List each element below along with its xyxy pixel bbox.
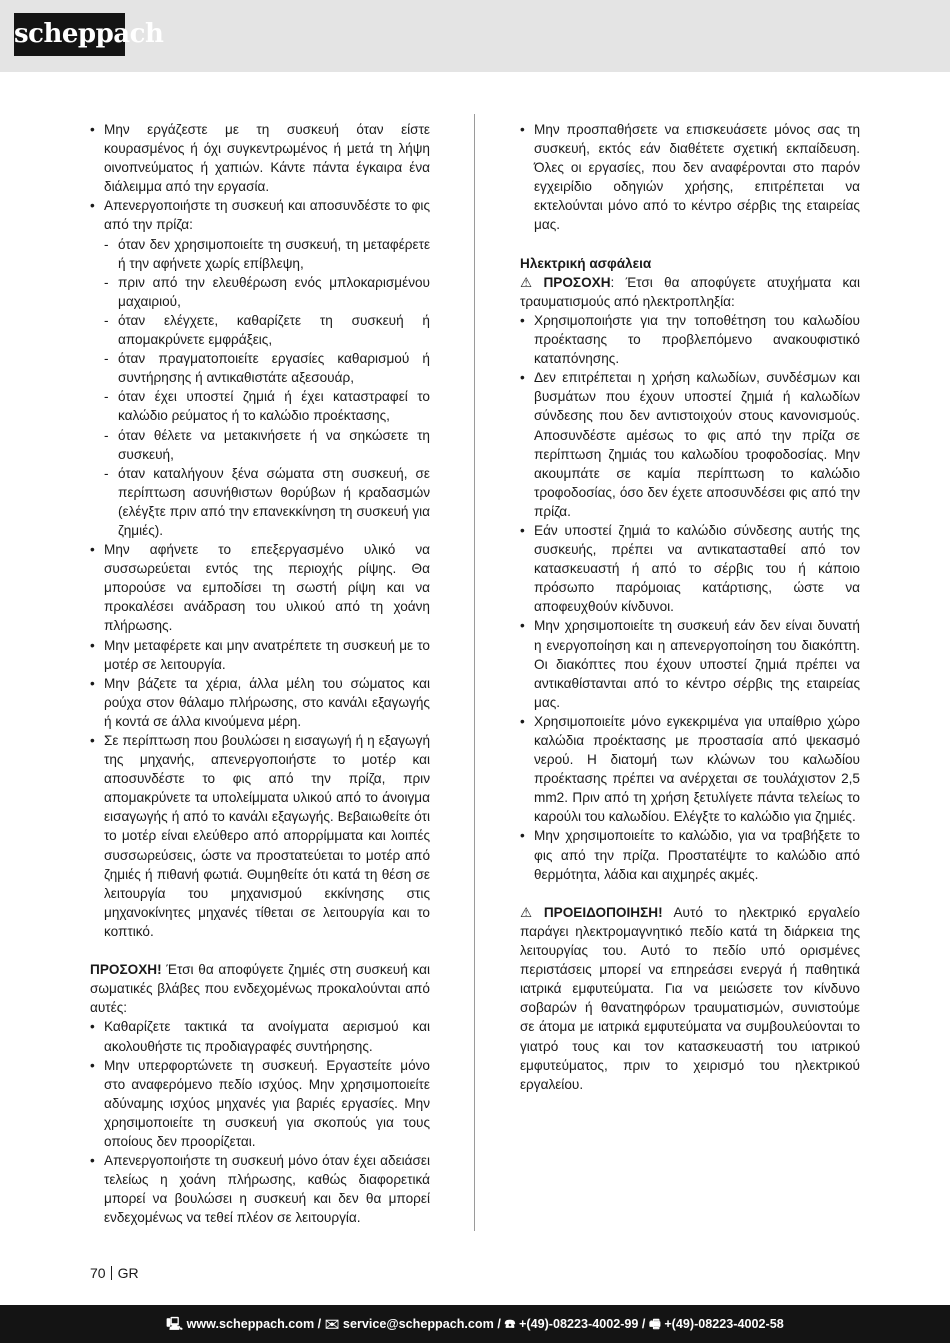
spacer: [520, 884, 860, 903]
dash-item: - όταν θέλετε να μετακινήσετε ή να σηκώσετε τη συσκευή,: [90, 426, 430, 464]
phone-icon: ☎: [504, 1317, 516, 1331]
warning-triangle-icon: ⚠: [520, 904, 533, 920]
spacer: [90, 941, 430, 960]
bullet-item: • Χρησιμοποιήστε για την τοποθέτηση του καλωδίου προέκτασης το προβλεπόμενο ανακουφιστικό καταπόνησης.: [520, 311, 860, 368]
phone-number: +(49)-08223-4002-99 /: [515, 1317, 649, 1331]
warning-paragraph: [520, 903, 860, 1094]
bullet-item: • Μην βάζετε τα χέρια, άλλα μέλη του σώματος και ρούχα στον θάλαμο πλήρωσης, στο κανάλι εξαγωγής ή κοντά σε άλλα κινούμενα μέρη.: [90, 674, 430, 731]
dash-item: - όταν έχει υποστεί ζημιά ή έχει καταστραφεί το καλώδιο ρεύματος ή το καλώδιο προέκτασης,: [90, 387, 430, 425]
computer-icon: 🖳: [166, 1317, 184, 1331]
dash-item: - όταν δεν χρησιμοποιείτε τη συσκευή, τη μεταφέρετε ή την αφήνετε χωρίς επίβλεψη,: [90, 235, 430, 273]
scheppach-logo: scheppach: [14, 13, 125, 56]
bullet-item: • Μην αφήνετε το επεξεργασμένο υλικό να συσσωρεύεται εντός της περιοχής ρίψης. Θα μπορούσε να εμποδίσει τη σωστή ρίψη και να προκαλέσει ανάδραση του υλικού από τη χοάνη πλήρωσης.: [90, 540, 430, 635]
right-column: [520, 120, 860, 1094]
contact-bar: [0, 1305, 950, 1343]
dash-item: - όταν ελέγχετε, καθαρίζετε τη συσκευή ή απομακρύνετε εμφράξεις,: [90, 311, 430, 349]
dash-item: - όταν καταλήγουν ξένα σώματα στη συσκευή, σε περίπτωση ασυνήθιστων θορύβων ή κραδασμών (ελέγξτε πριν από την επανεκκίνηση τη συσκευή για ζημιές).: [90, 464, 430, 540]
bullet-item: • Μην προσπαθήσετε να επισκευάσετε μόνος σας τη συσκευή, εκτός εάν διαθέτετε σχετική εκπαίδευση. Όλες οι εργασίες, που δεν αναφέρονται στο παρόν εγχειρίδιο οδηγιών χρήσης, επιτρέπεται να εκτελούνται μόνο από το κέντρο σέρβις της εταιρείας μας.: [520, 120, 860, 235]
page-number: 70: [90, 1265, 106, 1281]
warning-text: Αυτό το ηλεκτρικό εργαλείο παράγει ηλεκτρομαγνητικό πεδίο κατά τη διάρκεια της λειτουργίας του. Αυτό το πεδίο υπό ορισμένες περιστάσεις μπορεί να επηρεάσει ενεργά ή παθητικά ιατρικά εμφυτεύματα. Για να μειώσετε τον κίνδυνο σοβαρών ή θανατηφόρων τραυματισμών, συνιστούμε σε άτομα με ιατρικά εμφυτεύματα να συμβουλεύονται το γιατρό τους και τον κατασκευαστή του ιατρικού εμφυτεύματος, πριν το χειρισμό του ηλεκτρικού εργαλείου.: [520, 904, 860, 1092]
top-header-bar: [0, 0, 950, 72]
email-link[interactable]: service@scheppach.com /: [339, 1317, 505, 1331]
caution-label: ΠΡΟΣΟΧΗ: [543, 274, 611, 290]
website-link[interactable]: www.scheppach.com /: [183, 1317, 325, 1331]
bullet-item: • Απενεργοποιήστε τη συσκευή μόνο όταν έχει αδειάσει τελείως η χοάνη πλήρωσης, καθώς διαφορετικά μπορεί να βουλώσει η συσκευή και δεν θα μπορεί ενδεχομένως να τεθεί πλέον σε λειτουργία.: [90, 1151, 430, 1227]
bullet-item: • Εάν υποστεί ζημιά το καλώδιο σύνδεσης αυτής της συσκευής, πρέπει να αντικατασταθεί από τον κατασκευαστή ή από το σέρβις του ή κάποιο πρόσωπο παρόμοιας κατάρτισης, ώστε να αποφευχθούν κίνδυνοι.: [520, 521, 860, 616]
bullet-item: • Χρησιμοποιείτε μόνο εγκεκριμένα για υπαίθριο χώρο καλώδια προέκτασης με προστασία από ψεκασμό νερού. Η διατομή των κλώνων του καλωδίου προέκτασης πρέπει να ανέρχεται σε τουλάχιστον 2,5 mm2. Πριν από τη χρήση ξετυλίγετε πάντα τελείως το καρούλι του καλωδίου. Ελέγξτε το καλώδιο για ζημιές.: [520, 712, 860, 827]
bullet-item: • Σε περίπτωση που βουλώσει η εισαγωγή ή η εξαγωγή της μηχανής, απενεργοποιήστε το μοτέρ και αποσυνδέστε το φις από την πρίζα, πριν απομακρύνετε τα υπολείμματα υλικού από το άνοιγμα εισαγωγής ή από το κανάλι εξαγωγής. Βεβαιωθείτε ότι το μοτέρ είναι ελεύθερο από απορρίμματα και λοιπές συσσωρεύσεις, ώστε να προστατεύεται το μοτέρ από ζημιές ή πιθανή φωτιά. Θυμηθείτε ότι κατά τη θέση σε λειτουργία του μηχανισμού εκκίνησης στις μηχανοκίνητες μηχανές τίθεται σε λειτουργία και το κοπτικό.: [90, 731, 430, 941]
bullet-item: • Μην χρησιμοποιείτε το καλώδιο, για να τραβήξετε το φις από την πρίζα. Προστατέψτε το καλώδιο από θερμότητα, λάδια και αιχμηρές ακμές.: [520, 826, 860, 883]
bullet-item: • Μην μεταφέρετε και μην ανατρέπετε τη συσκευή με το μοτέρ σε λειτουργία.: [90, 636, 430, 674]
caution-label: ΠΡΟΣΟΧΗ!: [90, 962, 162, 978]
spacer: [520, 235, 860, 254]
bullet-item: • Μην υπερφορτώνετε τη συσκευή. Εργαστείτε μόνο στο αναφερόμενο πεδίο ισχύος. Μην χρησιμοποιείτε αδύναμης ισχύος μηχανές για βαριές εργασίες. Μην χρησιμοποιείτε τη συσκευή για σκοπούς για τους οποίους δεν προορίζεται.: [90, 1056, 430, 1151]
caution-text: Έτσι θα αποφύγετε ζημιές στη συσκευή και σωματικές βλάβες που ενδεχομένως προκαλούνται από αυτές:: [90, 962, 430, 1016]
fax-number: +(49)-08223-4002-58: [660, 1317, 784, 1331]
fax-icon: 🖷: [648, 1317, 661, 1331]
warning-label: ΠΡΟΕΙΔΟΠΟΙΗΣΗ!: [543, 904, 663, 920]
caution-paragraph: [90, 960, 430, 1017]
bullet-item: • Δεν επιτρέπεται η χρήση καλωδίων, συνδέσμων και βυσμάτων που έχουν υποστεί ζημιά ή καλωδίων σύνδεσης που δεν αντιστοιχούν στους κανονισμούς. Αποσυνδέστε αμέσως το φις από την πρίζα σε περίπτωση ζημιάς του καλωδίου τροφοδοσίας. Μην ακουμπάτε σε καμία περίπτωση το καλώδιο τροφοδοσίας, όσο δεν έχετε αποσυνδέσει φις από την πρίζα.: [520, 368, 860, 521]
column-divider: [474, 114, 475, 1231]
bullet-item: • Απενεργοποιήστε τη συσκευή και αποσυνδέστε το φις από την πρίζα:: [90, 196, 430, 234]
bullet-item: • Καθαρίζετε τακτικά τα ανοίγματα αερισμού και ακολουθήστε τις προδιαγραφές συντήρησης.: [90, 1017, 430, 1055]
page-separator: [111, 1266, 112, 1280]
section-title: Ηλεκτρική ασφάλεια: [520, 255, 652, 271]
bullet-item: • Μην χρησιμοποιείτε τη συσκευή εάν δεν είναι δυνατή η ενεργοποίηση και η απενεργοποίηση του διακόπτη. Οι διακόπτες που έχουν υποστεί ζημιά πρέπει να αντικαθίστανται από το κέντρο σέρβις της εταιρείας μας.: [520, 616, 860, 711]
dash-item: - πριν από την ελευθέρωση ενός μπλοκαρισμένου μαχαιριού,: [90, 273, 430, 311]
dash-item: - όταν πραγματοποιείτε εργασίες καθαρισμού ή συντήρησης ή αντικαθιστάτε αξεσουάρ,: [90, 349, 430, 387]
bullet-item: • Μην εργάζεστε με τη συσκευή όταν είστε κουρασμένος ή όχι συγκεντρωμένος ή μετά τη λήψη οινοπνεύματος ή χαπιών. Κάντε πάντα έγκαιρα ένα διάλειμμα από την εργασία.: [90, 120, 430, 196]
caution-paragraph: [520, 273, 860, 311]
mail-icon: ✉: [324, 1317, 340, 1331]
left-column: [90, 120, 430, 1227]
page-footer: [90, 1265, 139, 1281]
caution-text: : Έτσι θα αποφύγετε ατυχήματα και τραυματισμούς από ηλεκτροπληξία:: [520, 274, 860, 309]
language-code: GR: [117, 1265, 139, 1281]
warning-triangle-icon: ⚠: [520, 274, 533, 290]
